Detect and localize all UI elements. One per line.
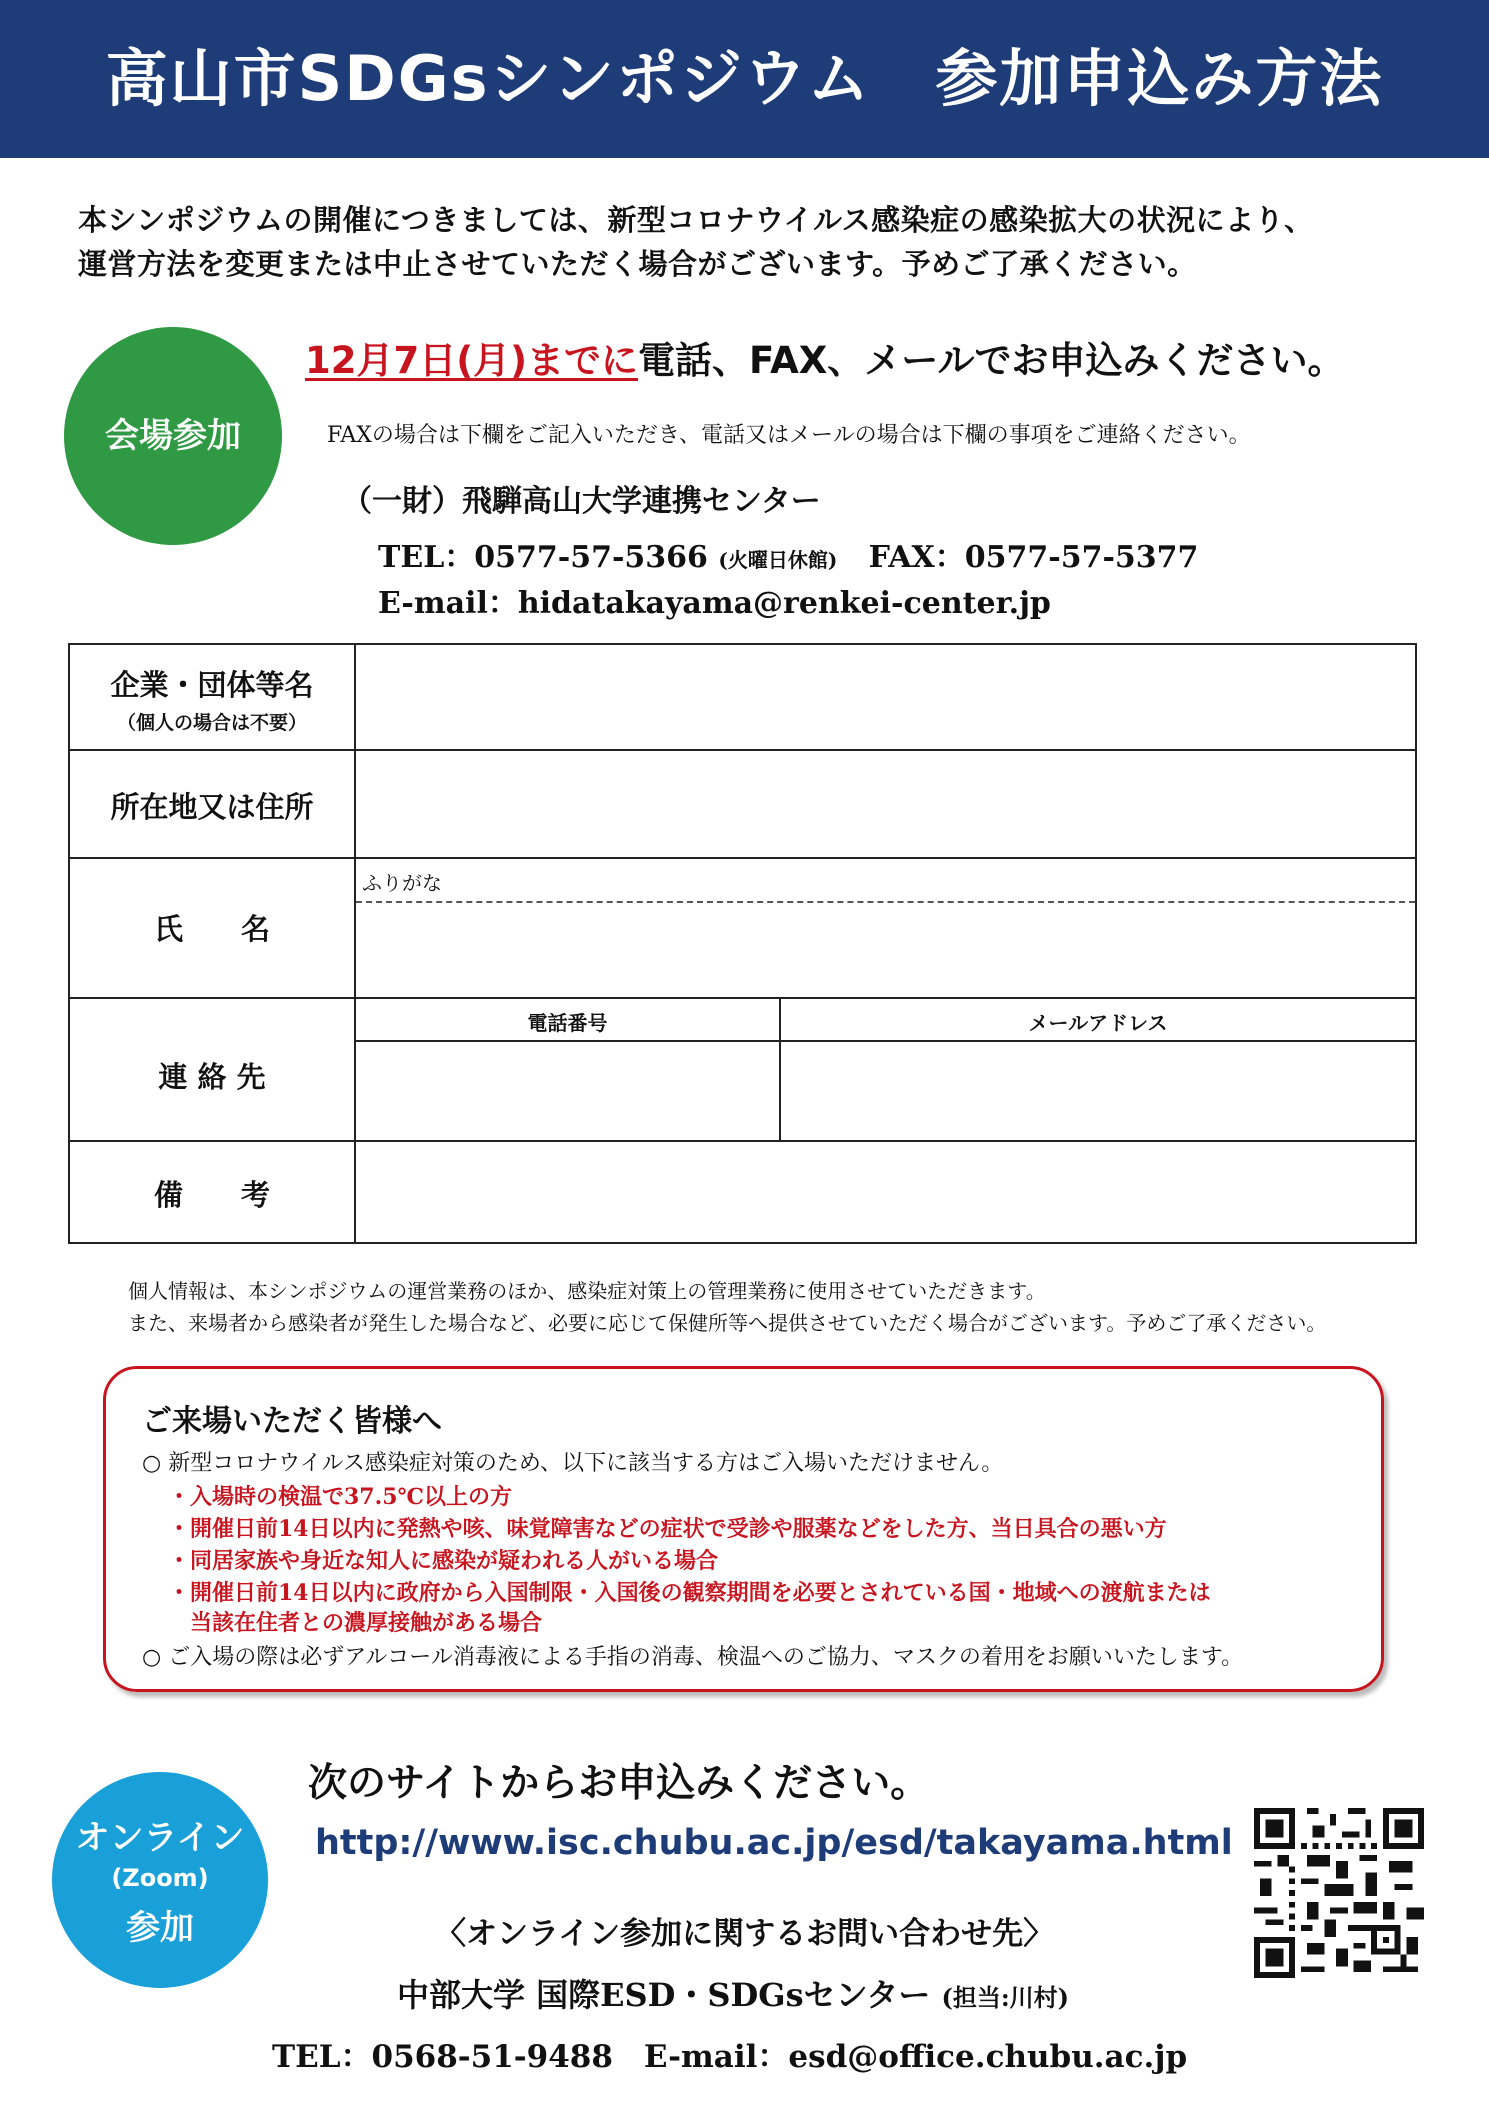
venue-badge-label: 会場参加: [105, 416, 241, 456]
online-badge: [52, 1772, 268, 1988]
venue-badge: [64, 327, 282, 545]
organizer-name: （一財）飛騨高山大学連携センター: [342, 484, 821, 519]
furigana-divider: [356, 901, 1415, 903]
form-row-line: [70, 1140, 1415, 1142]
online-badge-line-3: 参加: [126, 1908, 194, 1948]
deadline-method: 電話、FAX、メールでお申込みください。: [638, 339, 1345, 382]
venue-contact: [378, 532, 1198, 576]
privacy-line-1: 個人情報は、本シンポジウムの運営業務のほか、感染症対策上の管理業務に使用させていただきます。: [128, 1279, 1046, 1303]
fax-note: FAXの場合は下欄をご記入いただき、電話又はメールの場合は下欄の事項をご連絡ください。: [327, 423, 1251, 448]
name-label: 氏 名: [153, 912, 270, 946]
form-row-line: [70, 857, 1415, 859]
company-label: 企業・団体等名 （個人の場合は不要）: [70, 663, 354, 735]
inquiry-organization: 中部大学 国際ESD・SDGsセンター (担当:川村): [397, 1976, 1070, 2014]
inquiry-person: (担当:川村): [941, 1983, 1070, 2012]
mail-field[interactable]: [783, 1044, 1413, 1138]
online-heading: 次のサイトからお申込みください。: [308, 1761, 930, 1806]
warning-item: 当該在住者との濃厚接触がある場合: [168, 1610, 543, 1636]
form-row-line: [70, 749, 1415, 751]
inquiry-title: 〈オンライン参加に関するお問い合わせ先〉: [435, 1916, 1055, 1952]
online-badge-line-2: (Zoom): [111, 1864, 209, 1892]
contact-header-line: [356, 1040, 1415, 1042]
notice-line-2: 運営方法を変更または中止させていただく場合がございます。予めご了承ください。: [78, 247, 1197, 281]
warning-item: ・開催日前14日以内に政府から入国制限・入国後の観察期間を必要とされている国・地域への渡航または: [168, 1580, 1211, 1606]
phone-header: 電話番号: [527, 1011, 608, 1035]
mail-header: メールアドレス: [1028, 1011, 1168, 1035]
privacy-line-2: また、来場者から感染者が発生した場合など、必要に応じて保健所等へ提供させていただく場合がございます。予めご了承ください。: [128, 1311, 1327, 1335]
contact-label: 連 絡 先: [158, 1060, 266, 1094]
application-form: [68, 643, 1417, 1244]
warning-item: ・入場時の検温で37.5℃以上の方: [168, 1484, 512, 1510]
venue-fax: FAX：0577-57-5377: [868, 540, 1199, 575]
warning-outro: ○ ご入場の際は必ずアルコール消毒液による手指の消毒、検温へのご協力、マスクの着用をお願いいたします。: [142, 1645, 1244, 1670]
warning-intro: ○ 新型コロナウイルス感染症対策のため、以下に該当する方はご入場いただけません。: [142, 1451, 1004, 1476]
furigana-field[interactable]: [358, 861, 1413, 899]
company-note: （個人の場合は不要）: [116, 712, 307, 734]
warning-item: ・開催日前14日以内に発熱や咳、味覚障害などの症状で受診や服薬などをした方、当日具合の悪い方: [168, 1516, 1167, 1542]
warning-item: ・同居家族や身近な知人に感染が疑われる人がいる場合: [168, 1548, 719, 1574]
remarks-field[interactable]: [358, 1144, 1413, 1240]
address-label: 所在地又は住所: [110, 790, 314, 824]
company-field[interactable]: [358, 647, 1413, 747]
qr-code-icon[interactable]: [1254, 1808, 1424, 1978]
form-divider: [354, 645, 356, 1242]
remarks-label: 備 考: [153, 1178, 270, 1212]
deadline-date: 12月7日(月)までに: [305, 339, 639, 382]
page-title: 高山市SDGsシンポジウム 参加申込み方法: [105, 42, 1384, 115]
furigana-label: ふりがな: [362, 871, 442, 895]
inquiry-contact: TEL：0568-51-9488 E-mail：esd@office.chubu.ac.jp: [272, 2039, 1188, 2075]
notice-line-1: 本シンポジウムの開催につきましては、新型コロナウイルス感染症の感染拡大の状況により、: [78, 203, 1314, 237]
deadline-text: [305, 330, 1345, 384]
online-signup-link[interactable]: http://www.isc.chubu.ac.jp/esd/takayama.html: [315, 1823, 1233, 1863]
phone-field[interactable]: [358, 1044, 777, 1138]
address-field[interactable]: [358, 753, 1413, 855]
warning-title: ご来場いただく皆様へ: [142, 1404, 442, 1439]
venue-tel: TEL：0577-57-5366: [378, 540, 708, 575]
name-field[interactable]: [358, 905, 1413, 995]
venue-tel-note: (火曜日休館): [718, 548, 838, 572]
form-row-line: [70, 997, 1415, 999]
online-badge-line-1: オンライン: [75, 1818, 245, 1858]
venue-email: E-mail：hidatakayama@renkei-center.jp: [378, 586, 1051, 621]
